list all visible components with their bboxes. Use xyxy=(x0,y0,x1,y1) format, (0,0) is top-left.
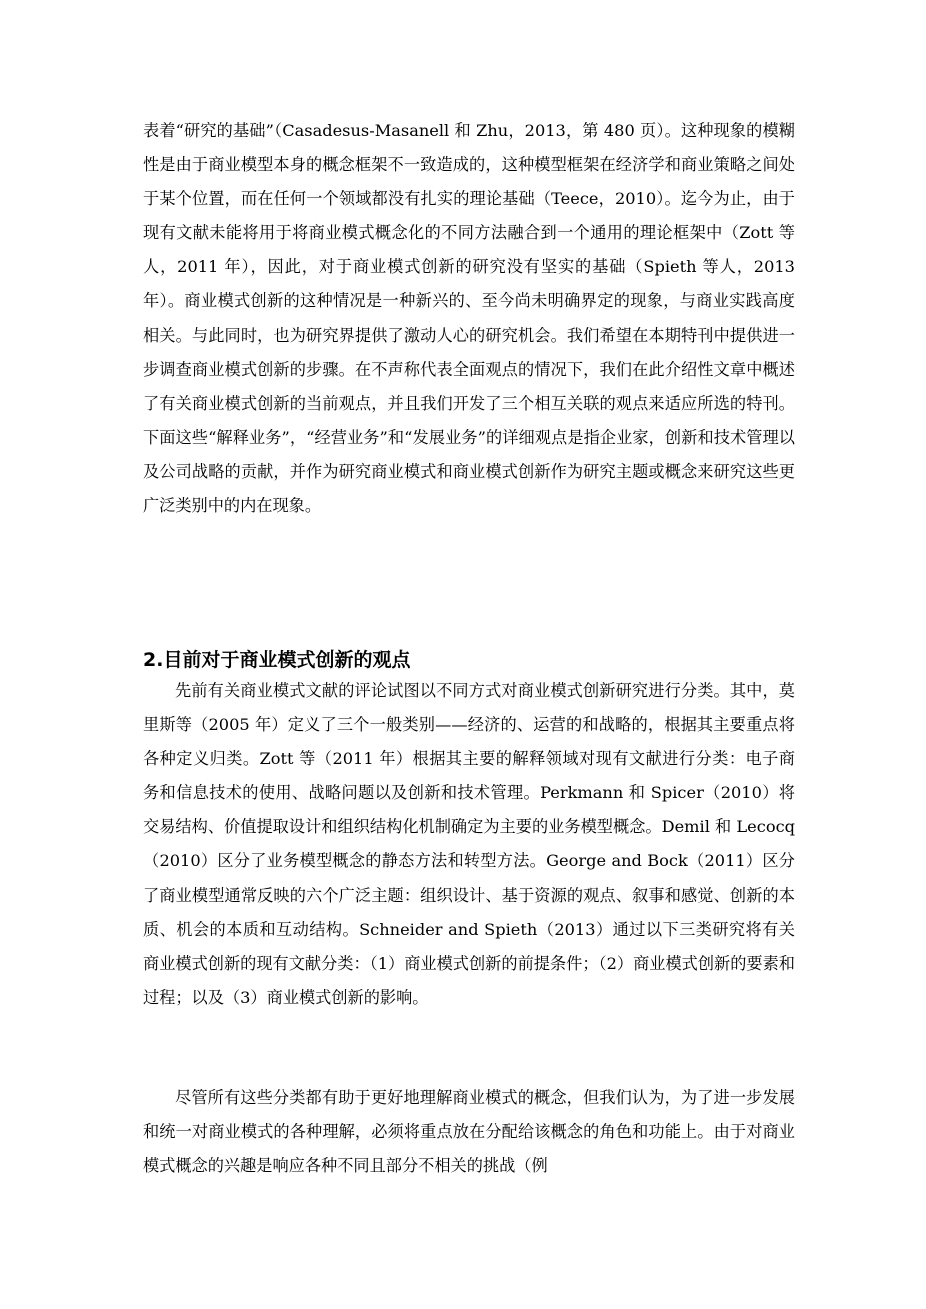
section-heading: 2.目前对于商业模式创新的观点 xyxy=(143,649,411,671)
body-paragraph: 先前有关商业模式文献的评论试图以不同方式对商业模式创新研究进行分类。其中，莫里斯等（2005 年）定义了三个一般类别——经济的、运营的和战略的，根据其主要重点将各种定义归类。Zott 等（2011 年）根据其主要的解释领域对现有文献进行分类：电子商务和信息技术的使用、战略问题以及创新和技术管理。Perkmann 和 Spicer（2010）将交易结构、价值提取设计和组织结构化机制确定为主要的业务模型概念。Demil 和 Lecocq（2010）区分了业务模型概念的静态方法和转型方法。George and Bock（2011）区分了商业模型通常反映的六个广泛主题：组织设计、基于资源的观点、叙事和感觉、创新的本质、机会的本质和互动结构。Schneider and Spieth（2013）通过以下三类研究将有关商业模式创新的现有文献分类：（1）商业模式创新的前提条件；（2）商业模式创新的要素和过程；以及（3）商业模式创新的影响。 xyxy=(143,681,795,1007)
body-paragraph: 尽管所有这些分类都有助于更好地理解商业模式的概念，但我们认为，为了进一步发展和统一对商业模式的各种理解，必须将重点放在分配给该概念的角色和功能上。由于对商业模式概念的兴趣是响应各种不同且部分不相关的挑战（例 xyxy=(143,1088,795,1176)
body-paragraph-continued: 表着“研究的基础”（Casadesus-Masanell 和 Zhu，2013，第 480 页）。这种现象的模糊性是由于商业模型本身的概念框架不一致造成的，这种模型框架在经济学和商业策略之间处于某个位置，而在任何一个领域都没有扎实的理论基础（Teece，2010）。迄今为止，由于现有文献未能将用于将商业模式概念化的不同方法融合到一个通用的理论框架中（Zott 等人，2011 年），因此，对于商业模式创新的研究没有坚实的基础（Spieth 等人，2013 年）。商业模式创新的这种情况是一种新兴的、至今尚未明确界定的现象，与商业实践高度相关。与此同时，也为研究界提供了激动人心的研究机会。我们希望在本期特刊中提供进一步调查商业模式创新的步骤。在不声称代表全面观点的情况下，我们在此介绍性文章中概述了有关商业模式创新的当前观点，并且我们开发了三个相互关联的观点来适应所选的特刊。下面这些“解释业务”，“经营业务”和“发展业务”的详细观点是指企业家，创新和技术管理以及公司战略的贡献，并作为研究商业模式和商业模式创新作为研究主题或概念来研究这些更广泛类别中的内在现象。 xyxy=(143,121,795,516)
